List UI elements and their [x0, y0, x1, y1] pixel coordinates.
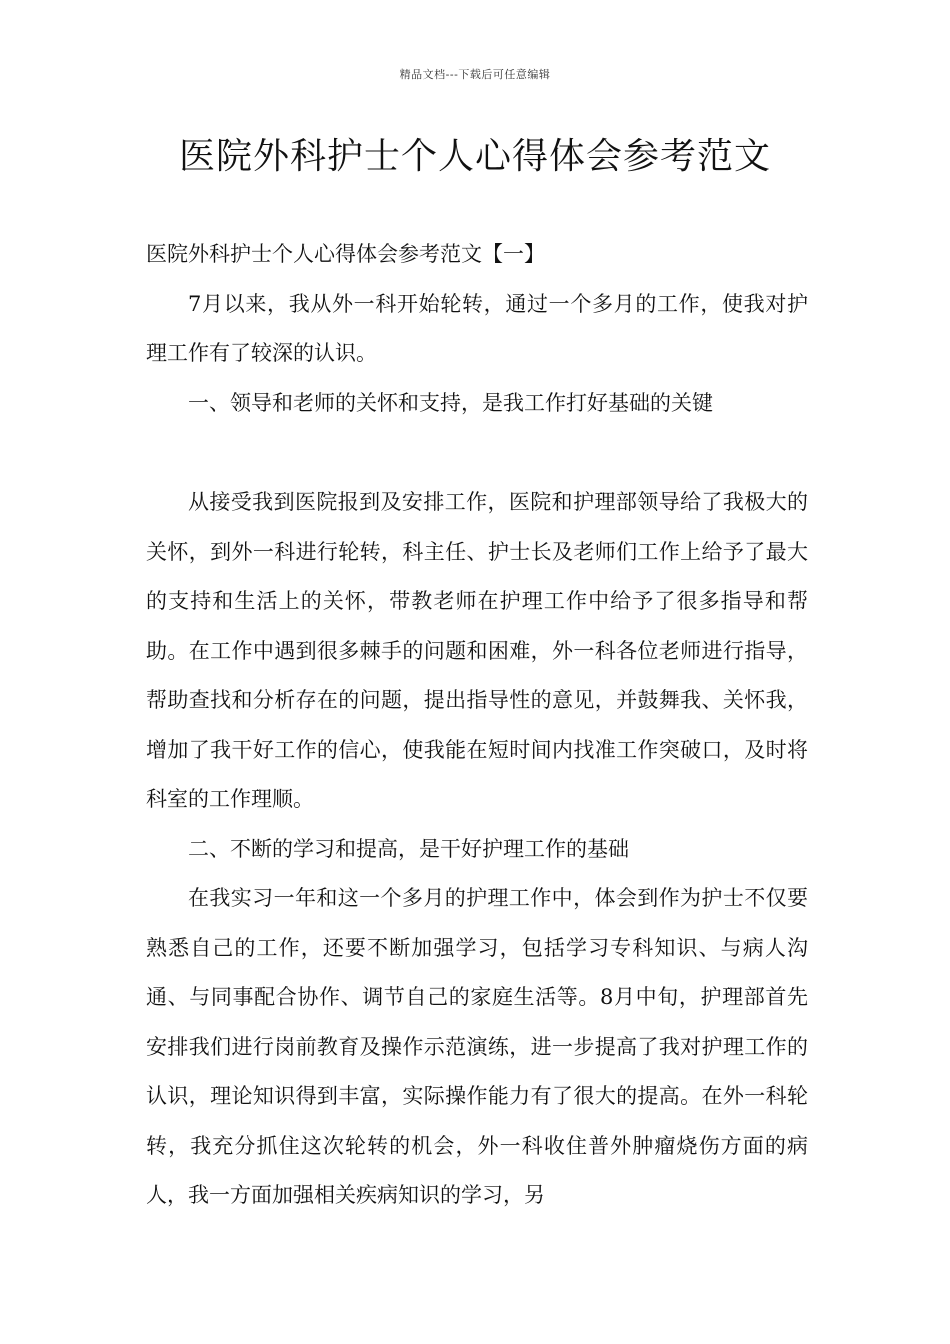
section-heading: 医院外科护士个人心得体会参考范文【一】 — [146, 242, 545, 266]
paragraph-intro: 7月以来，我从外一科开始轮转，通过一个多月的工作，使我对护理工作有了较深的认识。 — [146, 291, 808, 365]
subheading-one: 一、领导和老师的关怀和支持，是我工作打好基础的关键 — [188, 390, 713, 415]
document-body — [146, 230, 808, 1221]
paragraph-gap — [146, 428, 808, 478]
subheading-two: 二、不断的学习和提高，是干好护理工作的基础 — [188, 836, 629, 861]
paragraph-learning: 在我实习一年和这一个多月的护理工作中，体会到作为护士不仅要熟悉自己的工作，还要不断加强学习，包括学习专科知识、与病人沟通、与同事配合协作、调节自己的家庭生活等。8月中旬，护理部首先安排我们进行岗前教育及操作示范演练，进一步提高了我对护理工作的认识，理论知识得到丰富，实际操作能力有了很大的提高。在外一科轮转，我充分抓住这次轮转的机会，外一科收住普外肿瘤烧伤方面的病人，我一方面加强相关疾病知识的学习，另 — [146, 886, 808, 1207]
header-note: 精品文档---下载后可任意编辑 — [399, 68, 551, 81]
document-title: 医院外科护士个人心得体会参考范文 — [178, 136, 771, 177]
paragraph-support: 从接受我到医院报到及安排工作，医院和护理部领导给了我极大的关怀，到外一科进行轮转，科主任、护士长及老师们工作上给予了最大的支持和生活上的关怀，带教老师在护理工作中给予了很多指导和帮助。在工作中遇到很多棘手的问题和困难，外一科各位老师进行指导，帮助查找和分析存在的问题，提出指导性的意见，并鼓舞我、关怀我，增加了我干好工作的信心，使我能在短时间内找准工作突破口，及时将科室的工作理顺。 — [146, 490, 808, 811]
